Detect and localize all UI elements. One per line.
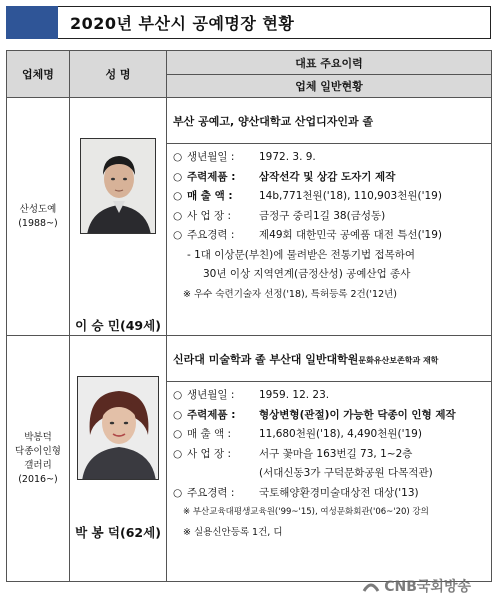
company-cell [7, 98, 70, 336]
note: ※ 부산교육대평생교육원('99~'15), 여성문화회관('06~'20) 강의 [183, 507, 429, 517]
header-status: 업체 일반현황 [167, 75, 492, 98]
title-accent-block [6, 6, 58, 39]
header-company: 업체명 [7, 51, 70, 98]
person-name: 이 승 민(49세) [75, 318, 161, 333]
name-cell [70, 98, 167, 336]
career-summary: 신라대 미술학과 졸 부산대 일반대학원문화유산보존학과 재학 [167, 336, 492, 382]
career-summary: 부산 공예고, 양산대학교 산업디자인과 졸 [167, 98, 492, 144]
portrait-photo [77, 376, 159, 480]
master-craftsman-table [6, 50, 492, 582]
page-title: 2020년 부산시 공예명장 현황 [58, 6, 491, 39]
broadcaster-watermark: CNB국회방송 [362, 576, 471, 596]
note: ※ 우수 숙련기술자 선정('18), 특허등록 2건('12년) [183, 288, 398, 300]
company-year: (1988~) [18, 217, 58, 229]
note: ※ 실용신안등록 1건, 디 [183, 526, 283, 538]
business-details: ○ 생년월일 : 1959. 12. 23. ○ 주력제품 : 형상변형(관절)이 가능한 닥종이 인형 제작 ○ 매 출 액 : 11,680천원('18), 4,490천원('19) ○ 사 업 장 : 서구 꽃마을 163번길 73, 1~2층 (서대신동3가 구덕문화공원 다목적관) ○ 주요경력 : 국토해양환경미술대상전 대상('13) ※ 부산교육대평생교육원('99~'15), 여성문화회관('06~'20) 강의 ※ 실용신안등록 1건, 디 [167, 382, 492, 582]
company-name: 산성도예 [19, 203, 57, 215]
business-details: ○ 생년월일 : 1972. 3. 9. ○ 주력제품 : 삼작선각 및 상감 도자기 제작 ○ 매 출 액 : 14b,771천원('18), 110,903천원('19) ○ 사 업 장 : 금정구 중리1길 38(금성동) ○ 주요경력 : 제49회 대한민국 공예품 대전 특선('19) - 1대 이상문(부친)에 물려받은 전통기법 접목하여 30년 이상 지역연계(금정산성) 공예산업 종사 ※ 우수 숙련기술자 선정('18), 특허등록 2건('12년) [167, 144, 492, 336]
portrait-photo [80, 138, 156, 234]
name-cell [70, 336, 167, 582]
company-cell: 박봉덕 닥종이인형 갤러리 (2016~) [7, 336, 70, 582]
person-name: 박 봉 덕(62세) [75, 525, 161, 540]
header-name: 성 명 [70, 51, 167, 98]
title-bar [6, 6, 491, 39]
broadcaster-logo-icon [362, 579, 380, 593]
header-career: 대표 주요이력 [167, 51, 492, 75]
